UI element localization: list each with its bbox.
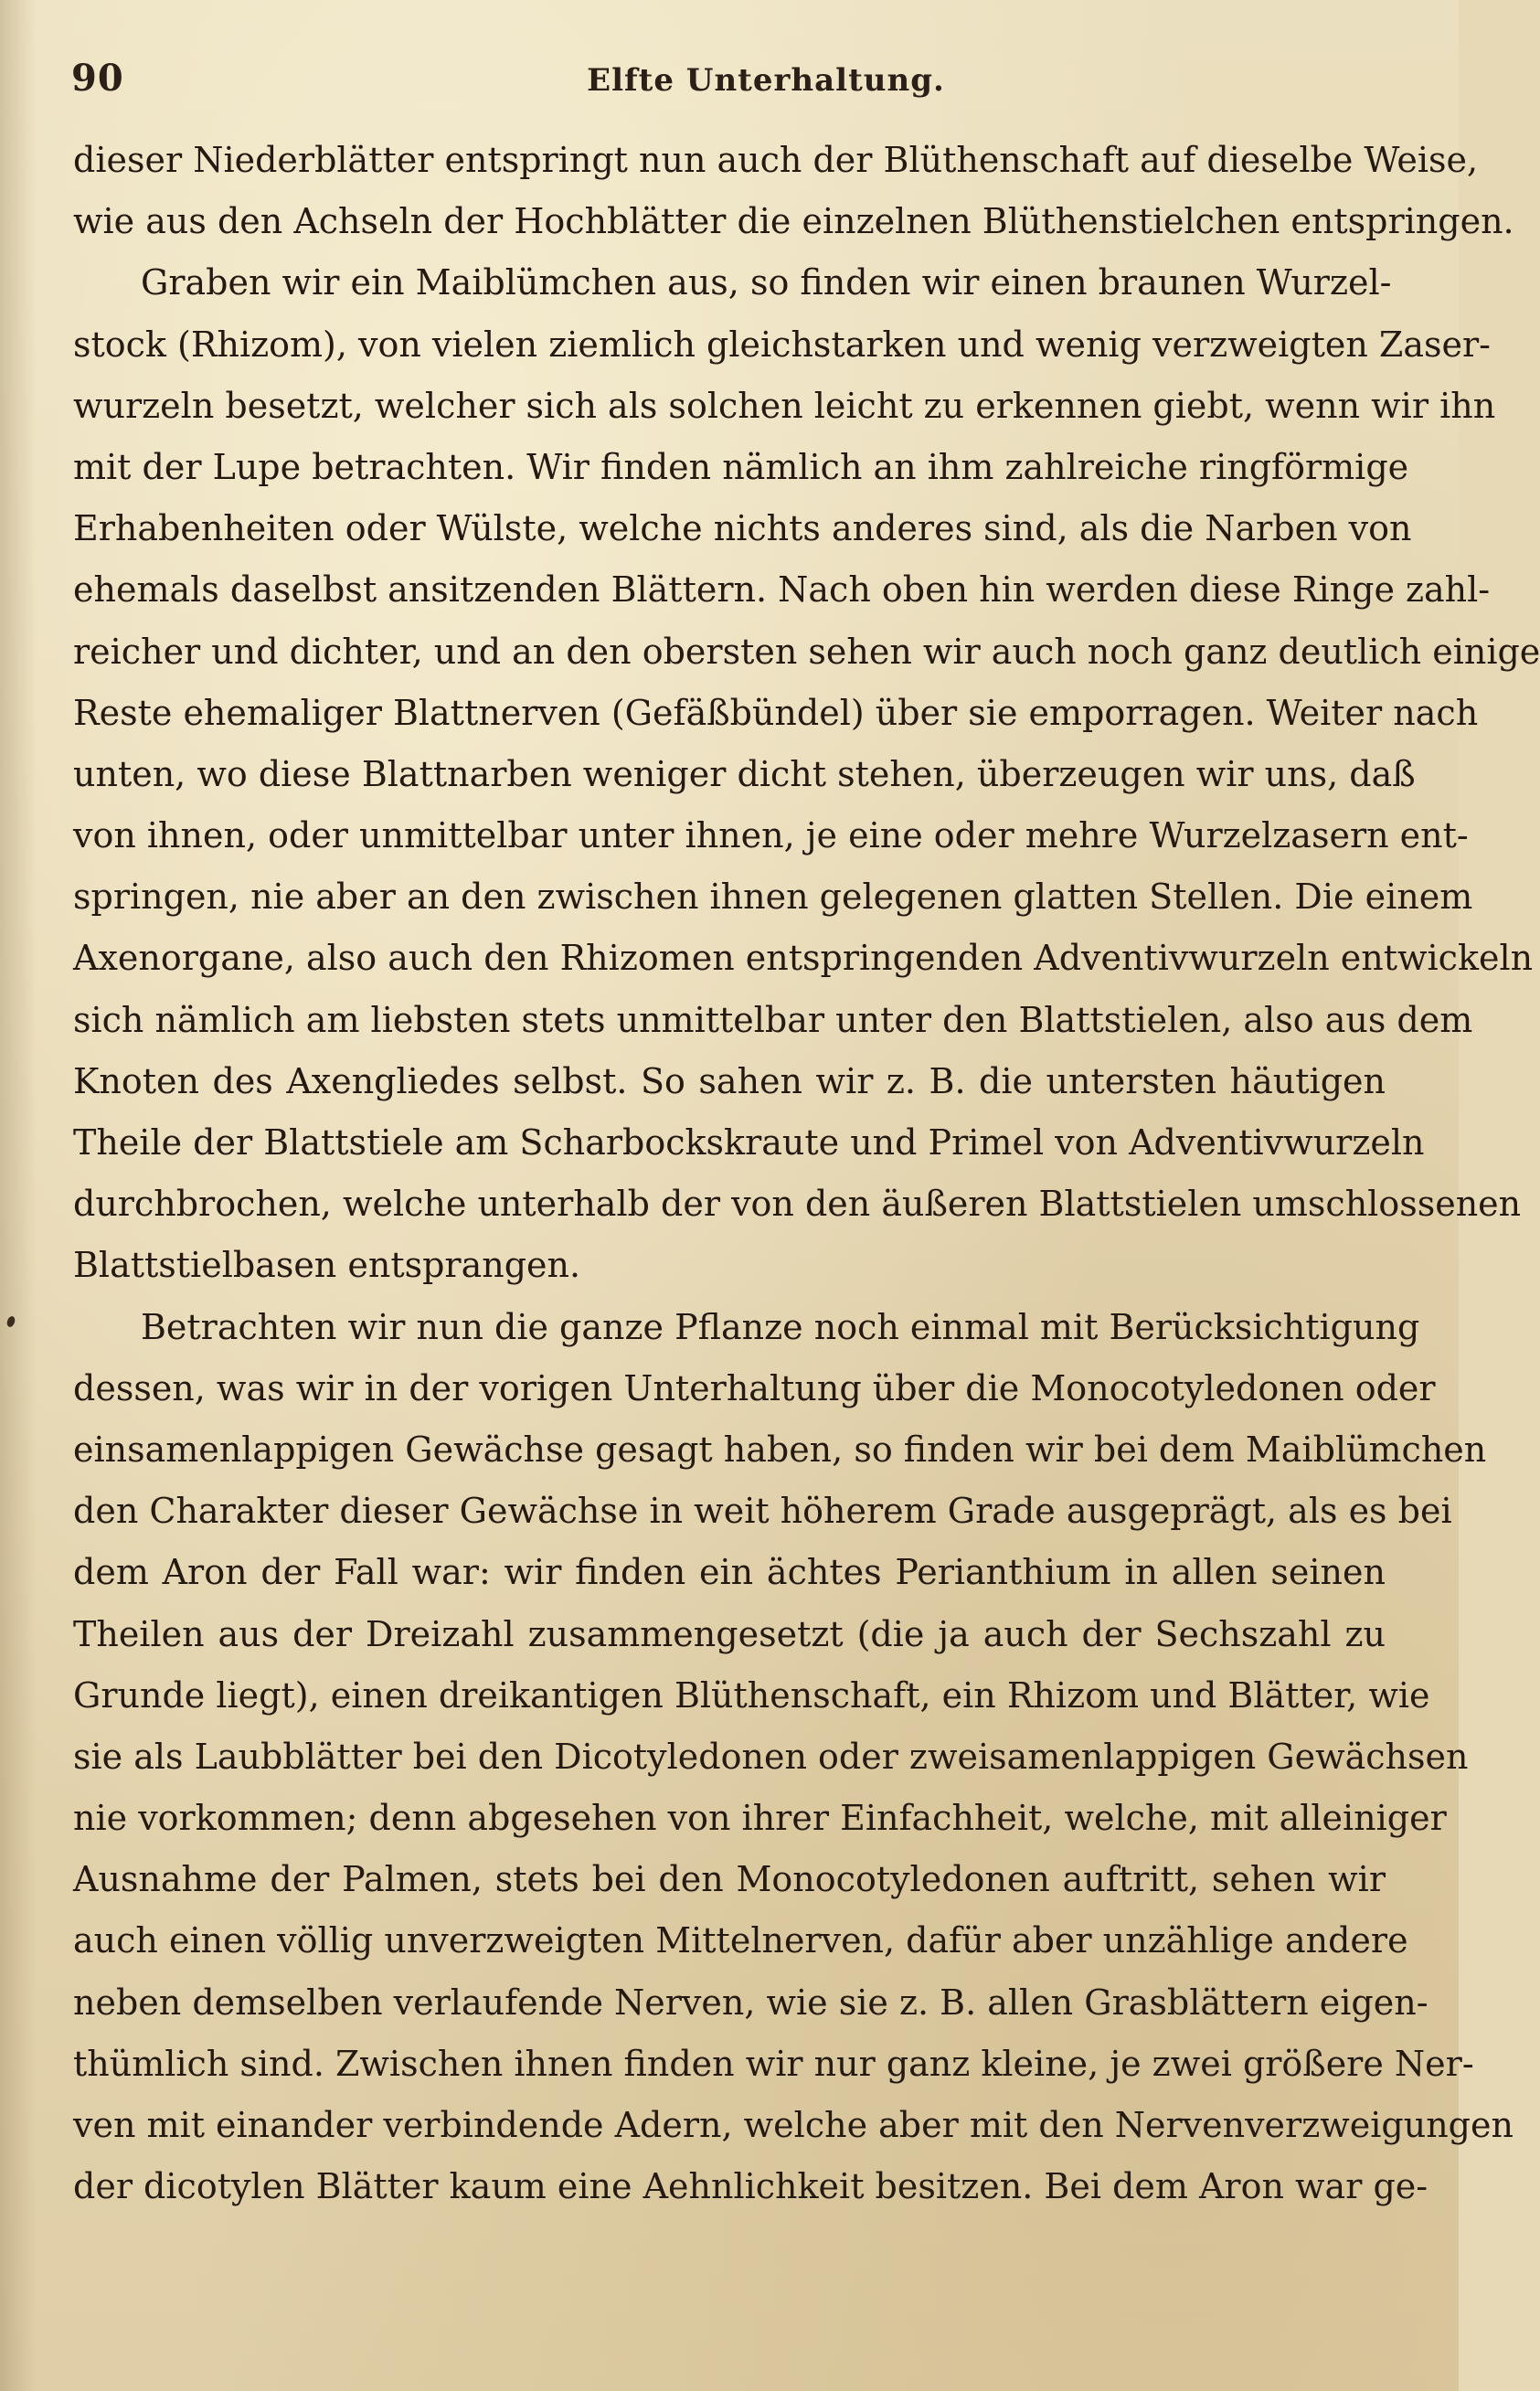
text-line: Betrachten wir nun die ganze Pflanze noch einmal mit Berücksichtigung xyxy=(141,1306,1420,1347)
text-line: Theile der Blattstiele am Scharbockskraute und Primel von Adventivwurzeln xyxy=(73,1122,1425,1163)
text-line: Grunde liegt), einen dreikantigen Blüthenschaft, ein Rhizom und Blätter, wie xyxy=(73,1674,1430,1716)
text-line: ehemals daselbst ansitzenden Blättern. Nach oben hin werden diese Ringe zahl- xyxy=(73,569,1491,611)
text-line: dieser Niederblätter entspringt nun auch der Blüthenschaft auf dieselbe Weise, xyxy=(73,140,1479,180)
text-line: durchbrochen, welche unterhalb der von den äußeren Blattstielen umschlossenen xyxy=(73,1184,1522,1225)
text-line: nie vorkommen; denn abgesehen von ihrer Einfachheit, welche, mit alleiniger xyxy=(73,1798,1447,1839)
paragraph xyxy=(73,1297,1513,2218)
text-line: auch einen völlig unverzweigten Mittelnerven, dafür aber unzählige andere xyxy=(73,1920,1408,1961)
text-line: stock (Rhizom), von vielen ziemlich gleichstarken und wenig verzweigten Zaser- xyxy=(73,324,1491,365)
text-line: Blattstielbasen entsprangen. xyxy=(73,1245,581,1286)
running-head xyxy=(71,57,1387,112)
text-line: ven mit einander verbindende Adern, welche aber mit den Nervenverzweigungen xyxy=(73,2105,1513,2145)
text-line: mit der Lupe betrachten. Wir finden nämlich an ihm zahlreiche ringförmige xyxy=(73,446,1409,487)
text-line: sich nämlich am liebsten stets unmittelbar unter den Blattstielen, also aus dem xyxy=(73,999,1473,1040)
text-line: wie aus den Achseln der Hochblätter die einzelnen Blüthenstielchen entspringen. xyxy=(73,201,1514,242)
text-line: dem Aron der Fall war: wir finden ein ächtes Perianthium in allen seinen xyxy=(73,1552,1386,1593)
text-line: reicher und dichter, und an den obersten sehen wir auch noch ganz deutlich einige xyxy=(73,631,1540,672)
text-line: von ihnen, oder unmittelbar unter ihnen, je eine oder mehre Wurzelzasern ent- xyxy=(73,815,1469,856)
text-line: Reste ehemaliger Blattnerven (Gefäßbündel) über sie emporragen. Weiter nach xyxy=(73,692,1479,733)
text-line: sie als Laubblätter bei den Dicotyledonen oder zweisamenlappigen Gewächsen xyxy=(73,1736,1469,1777)
text-line: der dicotylen Blätter kaum eine Aehnlichkeit besitzen. Bei dem Aron war ge- xyxy=(73,2166,1428,2207)
text-line: dessen, was wir in der vorigen Unterhaltung über die Monocotyledonen oder xyxy=(73,1367,1436,1408)
text-line: unten, wo diese Blattnarben weniger dicht stehen, überzeugen wir uns, daß xyxy=(73,753,1416,794)
text-line: Erhabenheiten oder Wülste, welche nichts anderes sind, als die Narben von xyxy=(73,508,1412,549)
text-line: Graben wir ein Maiblümchen aus, so finden wir einen braunen Wurzel- xyxy=(141,262,1392,303)
text-line: springen, nie aber an den zwischen ihnen gelegenen glatten Stellen. Die einem xyxy=(73,877,1473,918)
page-edge-shadow xyxy=(0,0,37,2391)
paragraph xyxy=(73,252,1540,1296)
text-line: Theilen aus der Dreizahl zusammengesetzt (die ja auch der Sechszahl zu xyxy=(73,1613,1386,1654)
text-line: neben demselben verlaufende Nerven, wie sie z. B. allen Grasblättern eigen- xyxy=(73,1982,1428,2023)
text-line: einsamenlappigen Gewächse gesagt haben, so finden wir bei dem Maiblümchen xyxy=(73,1429,1487,1470)
text-line: thümlich sind. Zwischen ihnen finden wir nur ganz kleine, je zwei größere Ner- xyxy=(73,2043,1474,2084)
text-line: Axenorgane, also auch den Rhizomen entspringenden Adventivwurzeln entwickeln xyxy=(73,938,1534,979)
running-title: Elfte Unterhaltung. xyxy=(587,62,945,99)
body-text xyxy=(73,130,1540,2217)
paragraph xyxy=(73,130,1514,252)
text-line: Knoten des Axengliedes selbst. So sahen wir z. B. die untersten häutigen xyxy=(73,1060,1386,1101)
text-line: wurzeln besetzt, welcher sich als solchen leicht zu erkennen giebt, wenn wir ihn xyxy=(73,385,1496,426)
text-line: den Charakter dieser Gewächse in weit höherem Grade ausgeprägt, als es bei xyxy=(73,1491,1452,1532)
page-number: 90 xyxy=(71,57,124,100)
text-line: Ausnahme der Palmen, stets bei den Monocotyledonen auftritt, sehen wir xyxy=(73,1859,1386,1900)
